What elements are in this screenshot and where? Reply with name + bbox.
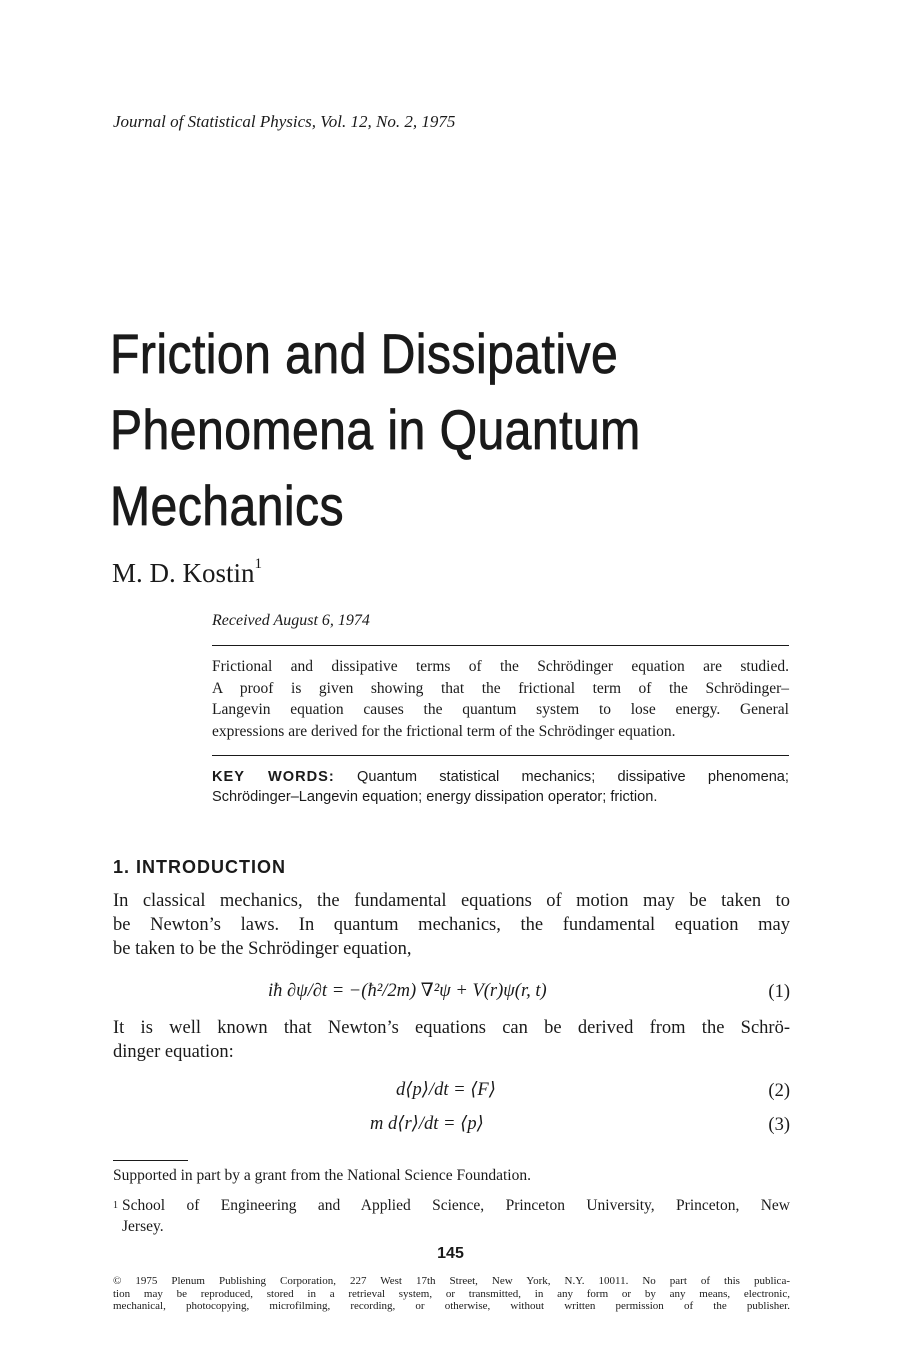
paragraph-line: be Newton’s laws. In quantum mechanics, the fundamental equation may bbox=[113, 915, 790, 935]
title-line: Friction and Dissipative bbox=[110, 322, 619, 385]
article-title bbox=[110, 316, 641, 544]
equation-2 bbox=[396, 1079, 496, 1101]
equation-body: d⟨p⟩/dt = ⟨F⟩ bbox=[396, 1080, 496, 1100]
support-footnote: Supported in part by a grant from the National Science Foundation. bbox=[113, 1167, 531, 1184]
footnote-text: School of Engineering and Applied Science, Princeton University, Princeton, New bbox=[122, 1197, 790, 1214]
copyright-line: tion may be reproduced, stored in a retrieval system, or transmitted, in any form or by any means, electronic, bbox=[113, 1287, 790, 1300]
paragraph-line: be taken to be the Schrödinger equation, bbox=[113, 939, 412, 959]
equation-1 bbox=[268, 980, 547, 1002]
abstract-top-rule bbox=[212, 645, 789, 646]
abstract-line: expressions are derived for the frictional term of the Schrödinger equation. bbox=[212, 722, 676, 740]
copyright-line: mechanical, photocopying, microfilming, recording, or otherwise, without written permission of the publisher. bbox=[113, 1300, 790, 1312]
copyright-line: © 1975 Plenum Publishing Corporation, 227 West 17th Street, New York, N.Y. 10011. No part of this publica- bbox=[113, 1275, 790, 1287]
equation-number: (1) bbox=[768, 982, 790, 1002]
equation-number: (2) bbox=[768, 1081, 790, 1101]
title-line: Phenomena in Quantum bbox=[110, 398, 641, 461]
keywords bbox=[212, 767, 789, 807]
keywords-line bbox=[212, 767, 789, 787]
keywords-text: Quantum statistical mechanics; dissipative phenomena; bbox=[356, 769, 789, 785]
abstract-line: Frictional and dissipative terms of the Schrödinger equation are studied. bbox=[212, 658, 789, 675]
paragraph-line: In classical mechanics, the fundamental equations of motion may be taken to bbox=[113, 891, 790, 911]
equation-body: iħ ∂ψ/∂t = −(ħ²/2m) ∇²ψ + V(r)ψ(r, t) bbox=[268, 981, 547, 1001]
received-date: Received August 6, 1974 bbox=[212, 612, 370, 629]
footnote-line: Jersey. bbox=[122, 1218, 164, 1235]
keywords-line: Schrödinger–Langevin equation; energy dissipation operator; friction. bbox=[212, 789, 658, 805]
equation-3 bbox=[370, 1113, 484, 1135]
author-name: M. D. Kostin bbox=[112, 558, 255, 588]
abstract-line: Langevin equation causes the quantum system to lose energy. General bbox=[212, 701, 789, 718]
abstract-bottom-rule bbox=[212, 755, 789, 756]
equation-number: (3) bbox=[768, 1115, 790, 1135]
abstract bbox=[212, 656, 789, 742]
newton-paragraph bbox=[113, 1016, 790, 1064]
footnote-1 bbox=[113, 1195, 790, 1237]
footnote-line bbox=[113, 1195, 790, 1216]
intro-paragraph bbox=[113, 889, 790, 961]
paragraph-line: dinger equation: bbox=[113, 1042, 234, 1062]
equation-body: m d⟨r⟩/dt = ⟨p⟩ bbox=[370, 1114, 484, 1134]
title-line: Mechanics bbox=[110, 474, 345, 537]
paragraph-line: It is well known that Newton’s equations can be derived from the Schrö- bbox=[113, 1018, 790, 1038]
page-number: 145 bbox=[437, 1245, 464, 1262]
footnote-marker: 1 bbox=[113, 1200, 118, 1211]
keywords-label: KEY WORDS: bbox=[212, 769, 335, 785]
copyright-notice bbox=[113, 1275, 790, 1313]
journal-citation: Journal of Statistical Physics, Vol. 12, No. 2, 1975 bbox=[113, 112, 456, 131]
section-heading: 1. INTRODUCTION bbox=[113, 857, 287, 877]
footnote-rule bbox=[113, 1160, 188, 1161]
author-footnote-marker: 1 bbox=[254, 556, 263, 572]
abstract-line: A proof is given showing that the frictional term of the Schrödinger– bbox=[212, 679, 789, 697]
author-line bbox=[112, 558, 262, 589]
